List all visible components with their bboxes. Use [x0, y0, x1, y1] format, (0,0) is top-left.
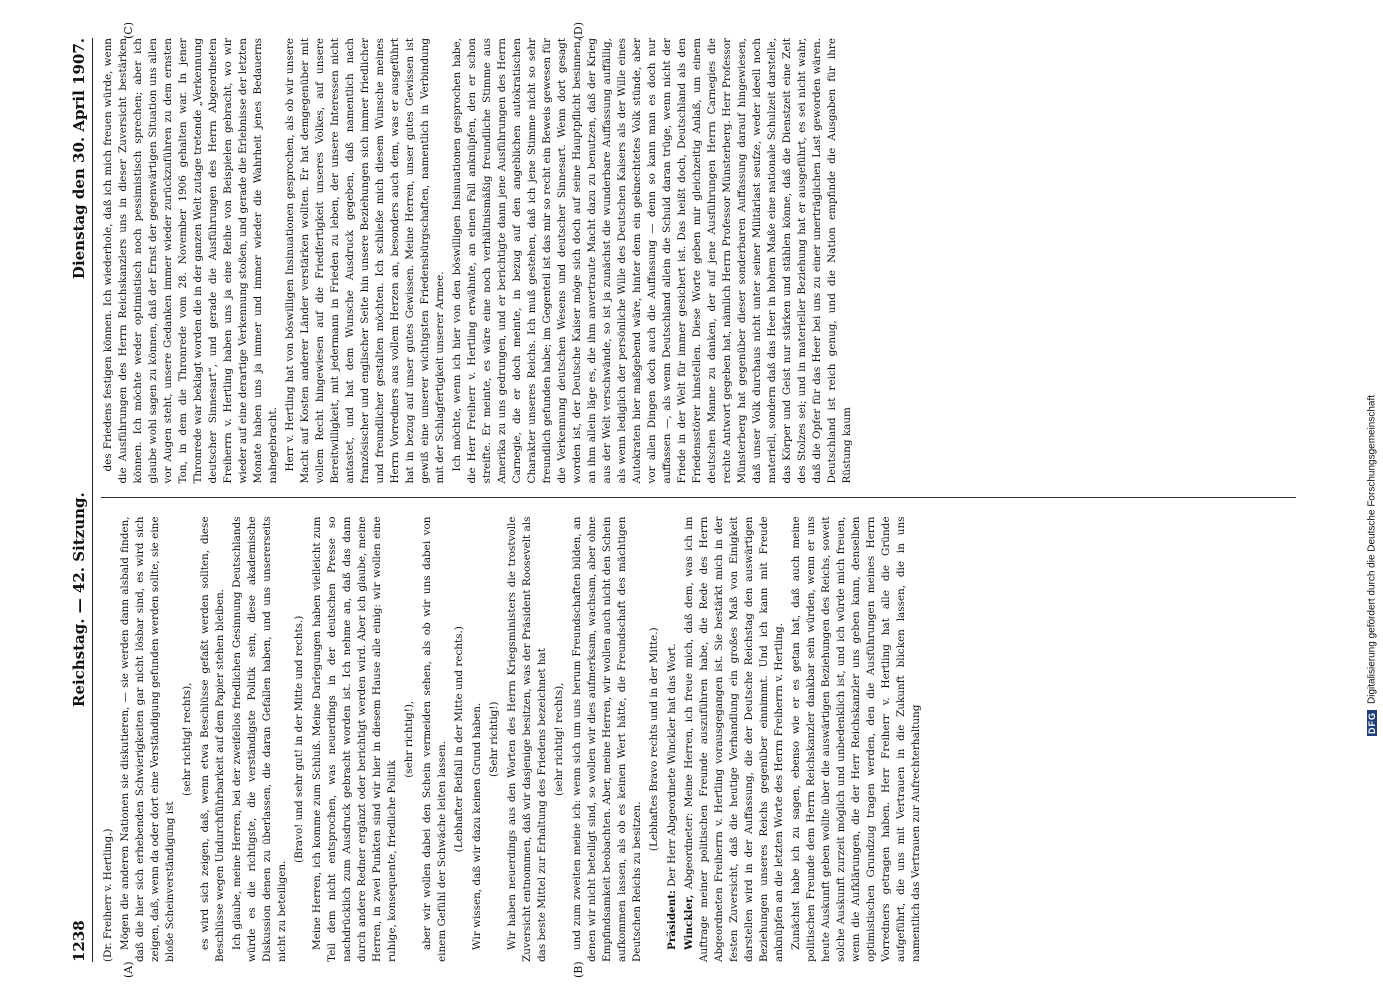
interjection: (Sehr richtig!) [488, 701, 500, 777]
interjection: (sehr richtig!), [403, 700, 415, 778]
body-paragraph: Ich möchte, wenn ich hier von den böswilligen Insinuationen gesprochen habe, die Herr Freiherr v. Hertling erwähnte, an einen Fall anknüpfen, den er schon streifte. Er meinte, es wäre eine noch verhältnismäßig freundliche Stimme aus Amerika zu uns gedrungen, und er berichtigte dann jene Ausführungen des Herrn Carnegie, die er doch meinte, in bezug auf den angeblichen autokratischen Charakter unseres Reichs. Ich muß gestehen, daß ich jene Stimme nicht so sehr freundlich gefunden habe; im Gegenteil ist das mir so recht ein Beweis gewesen für die Verkennung deutschen Wesens und deutscher Sinnesart. Wenn dort gesagt worden ist, der Deutsche Kaiser möge sich doch auf seine Hauptpflicht besinnen, an ihm allein läge es, die ihm anvertraute Macht dazu zu benutzen, daß der Krieg aus der Welt verschwände, so ist ja zunächst die wunderbare Auffassung auffällig, als wenn lediglich der persönliche Wille des Deutschen Kaisers als der Wille eines Autokraten hier maßgebend wäre, hinter dem ein geknechtetes Volk stünde, aber vor allen Dingen doch auch die Auffassung — denn so kann man es doch nur auffassen —, als wenn Deutschland allein die Schuld daran trüge, wenn nicht der Friede in der Welt für immer gesichert ist. Das heißt doch, Deutschland als den Friedensstörer hinstellen. Diese Worte geben mir gleichzeitig Anlaß, um einem deutschen Manne zu danken, der auf jene Ausführungen Herrn Carnegies die rechte Antwort gegeben hat, nämlich Herrn Professor Münsterberg. Herr Professor Münsterberg hat gegenüber dieser sonderbaren Auffassung darauf hingewiesen, daß unser Volk durchaus nicht unter seiner Militärlast seufze, weder ideell noch materiell, sondern daß das Heer in hohem Maße eine nationale Schulzeit darstelle, das Körper und Geist nur stärken und stählen könne, daß die Dienstzeit eine Zeit des Stolzes sei; und in materieller Beziehung hat er ausgeführt, es sei nicht wahr, daß die Opfer für das Heer bei uns zu einer unerträglichen Last geworden wären. Deutschland ist reich genug, und die Nation empfinde die Ausgaben für ihre Rüstung kaum [451, 38, 853, 484]
session-date: Dienstag den 30. April 1907. [70, 38, 88, 280]
left-column [101, 516, 1296, 978]
body-paragraph: des Friedens festigen können. Ich wiederhole, daß ich mich freuen würde, wenn die Ausführungen des Herrn Reichskanzlers uns in dieser Zuversicht bestärken können. Ich möchte weder optimistisch noch pessimistisch sprechen; aber ich glaube wohl sagen zu können, daß der Ernst der gegenwärtigen Situation uns allen vor Augen steht, unsere Gedanken immer wieder zurückzuführen zu dem ernsten Ton, in dem die Thronrede vom 28. November 1906 gehalten war. In jener Thronrede war beklagt worden die in der ganzen Welt zutage tretende „Verkennung deutscher Sinnesart“, und gerade die Ausführungen des Herrn Abgeordneten Freiherrn v. Hertling haben uns ja eine Reihe von Beispielen gebracht, wo wir wieder auf eine derartige Verkennung stoßen, und gerade die Erlebnisse der letzten Monate haben uns ja immer und immer wieder die Wahrheit jenes Bedauerns nahegebracht. [102, 38, 279, 484]
text-columns [101, 22, 1296, 978]
interjection: (Bravo! und sehr gut! in der Mitte und rechts.) [293, 615, 305, 863]
body-paragraph: und zum zweiten meine ich: wenn sich um uns herum Freundschaften bilden, an denen wir nicht beteiligt sind, so wollen wir dies aufmerksam, wachsam, aber ohne Empfindsamkeit beobachten. Aber, meine Herren, wir wollen auch nicht den Schein aufkommen lassen, als ob es keinen Wert hätte, die Freundschaft des mächtigen Deutschen Reichs zu besitzen. [571, 516, 643, 962]
body-paragraph: es wird sich zeigen, daß, wenn etwa Beschlüsse gefaßt werden sollten, diese Beschlüsse wegen Undurchführbarkeit auf dem Papier stehen bleiben. [199, 516, 226, 962]
margin-marker-d: (D) [572, 22, 585, 40]
page-header [70, 38, 93, 962]
attribution-text: Digitalisierung gefördert durch die Deutsche Forschungsgemeinschaft [1366, 394, 1378, 704]
speaker-name: Präsident: [666, 890, 678, 950]
interjection: (sehr richtig! rechts), [553, 682, 565, 796]
interjection: (Lebhaftes Bravo rechts und in der Mitte.) [648, 627, 660, 852]
body-paragraph: Wir haben neuerdings aus den Worten des Herrn Kriegsministers die trostvolle Zuversicht entnommen, daß wir dasjenige besitzen, was der Präsident Roosevelt als das beste Mittel zur Erhaltung des Friedens bezeichnet hat [506, 516, 548, 962]
speaker-name: Winckler, [683, 894, 695, 950]
body-paragraph: Mögen die anderen Nationen sie diskutieren, — sie werden dann alsbald finden, daß die hier sich erhebenden Schwierigkeiten gar nicht lösbar sind, es wird sich zeigen, daß, wenn da oder dort eine Verständigung gefunden werden sollte, sie eine bloße Scheinverständigung ist [119, 516, 176, 962]
session-title: Reichstag. — 42. Sitzung. [70, 492, 88, 708]
body-paragraph: Zunächst habe ich zu sagen, ebenso wie er es getan hat, daß auch meine politischen Freunde dem Herrn Reichskanzler dankbar sein würden, wenn er uns heute Auskunft geben wollte über die auswärtigen Beziehungen des Reichs, soweit solche Auskunft zurzeit möglich und unbedenklich ist, und ich würde mich freuen, wenn die Aufklärungen, die der Herr Reichskanzler uns geben kann, denselben optimistischen Grundzug tragen werden, den die Ausführungen meines Herrn Vorredners getragen haben. Herr Freiherr v. Hertling hat alle die Gründe aufgeführt, die uns mit Vertrauen in die Zukunft blicken lassen, die in uns namentlich das Vertrauen zur Aufrechterhaltung [790, 516, 922, 962]
margin-marker-a: (A) [122, 961, 135, 978]
margin-marker-b: (B) [572, 961, 585, 978]
rotated-page [60, 20, 1315, 980]
page-number: 1238 [70, 920, 88, 962]
margin-marker-c: (C) [122, 22, 135, 39]
digitization-attribution [1365, 6, 1379, 736]
body-paragraph: Herr v. Hertling hat von böswilligen Insinuationen gesprochen, als ob wir unsere Macht auf Kosten anderer Länder verstärken wollten. Er hat demgegenüber mit vollem Recht hingewiesen auf die Friedfertigkeit unseres Volkes, auf unsere Bereitwilligkeit, mit jedermann in Frieden zu leben, der unsere Interessen nicht antastet, und hat dem Wunsche Ausdruck gegeben, daß namentlich nach französischer und englischer Seite hin unsere Beziehungen sich immer friedlicher und freundlicher gestalten möchten. Ich schließe mich diesem Wunsche meines Herrn Vorredners aus vollem Herzen an, besonders auch dem, was er ausgeführt hat in bezug auf unser gutes Gewissen. Meine Herren, unser gutes Gewissen ist gewiß eine unserer wichtigsten Friedensbürgschaften, namentlich in Verbindung mit der Schlagfertigkeit unserer Armee. [284, 38, 446, 484]
dfg-logo: DFG [1367, 712, 1377, 734]
body-paragraph: Wir wissen, daß wir dazu keinen Grund haben. [471, 702, 483, 950]
right-column [101, 22, 1296, 499]
speaker-paragraph [665, 517, 680, 963]
interjection: (Lebhafter Beifall in der Mitte und rechts.) [453, 626, 465, 853]
body-paragraph: Meine Herren, ich komme zum Schluß. Meine Darlegungen haben vielleicht zum Teil dem nicht entsprochen, was neuerdings in der deutschen Presse so nachdrücklich zum Ausdruck gebracht worden ist. Ich nehme an, daß das dann durch andere Redner ergänzt oder berichtigt werden wird. Aber ich glaube, meine Herren, in zwei Punkten sind wir hier in diesem Hause alle einig: wir wollen eine ruhige, konsequente, friedliche Politik [311, 516, 398, 962]
interjection: (sehr richtig! rechts), [181, 682, 193, 796]
speaker-text: Abgeordneter: Meine Herren, ich freue mich, daß dem, was ich im Auftrage meiner politischen Freunde auszuführen habe, die Rede des Herrn Abgeordneten Freiherrn v. Hertling vorausgegangen ist. Sie bestärkt mich in der festen Zuversicht, daß die heutige Verhandlung ein großes Maß von Einigkeit darstellen wird in der Auffassung, die der Deutsche Reichstag den auswärtigen Beziehungen unseres Reichs gegenüber einnimmt. Und ich kann mit Freude anknüpfen an die letzten Worte des Herrn Freiherrn v. Hertling. [683, 516, 785, 962]
speaker-paragraph [682, 517, 787, 963]
speaker-text: Der Herr Abgeordnete Winckler hat das Wort. [666, 643, 678, 887]
speaker-continuation: (Dr. Freiherr v. Hertling.) [102, 828, 114, 962]
body-paragraph: Ich glaube, meine Herren, bei der zweifellos friedlichen Gesinnung Deutschlands würde es die richtigste, die verständigste Politik sein, diese akademische Diskussion denen zu überlassen, die daran Gefallen haben, und uns unsererseits nicht zu beteiligen. [231, 516, 288, 962]
body-paragraph: aber wir wollen dabei den Schein vermeiden sehen, als ob wir uns dabei von einem Gefühl der Schwäche leiten lassen. [421, 516, 448, 962]
